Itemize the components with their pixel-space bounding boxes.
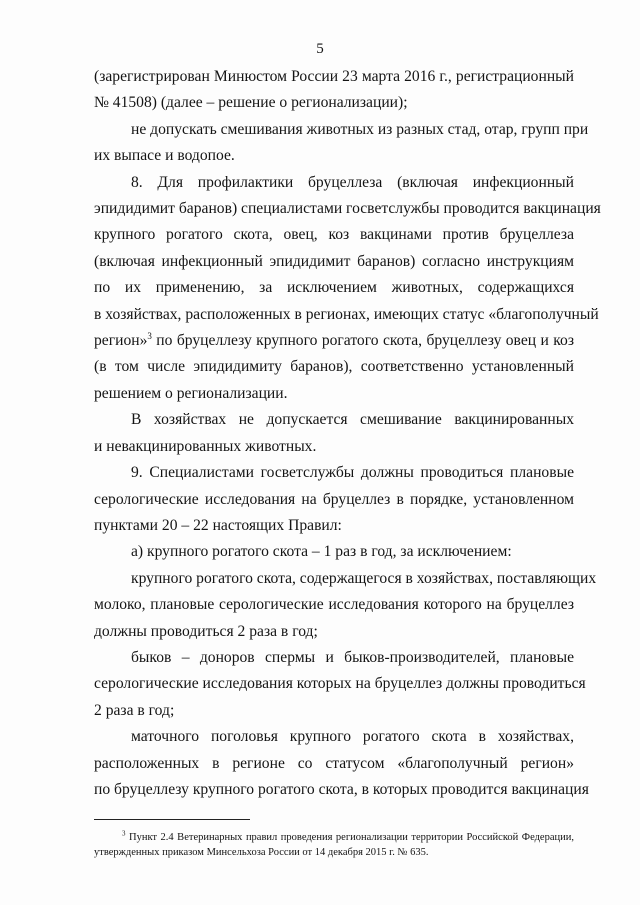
footnote-line xyxy=(94,831,574,846)
text-line: должны проводиться 2 раза в год; xyxy=(94,622,318,640)
text-line: серологические исследования на бруцеллез в порядке, установленном xyxy=(94,490,574,508)
footnote-line: утвержденных приказом Минсельхоза России от 14 декабря 2015 г. № 635. xyxy=(94,846,429,858)
text-line: (включая инфекционный эпидидимит баранов) согласно инструкциям xyxy=(94,252,574,270)
text-line: решением о регионализации. xyxy=(94,384,288,402)
text-fragment: регион» xyxy=(94,332,148,350)
text-line: 8. Для профилактики бруцеллеза (включая инфекционный xyxy=(131,173,574,191)
footnote-ref: 3 xyxy=(147,330,152,341)
text-line: пунктами 20 – 22 настоящих Правил: xyxy=(94,516,342,534)
text-line: и невакцинированных животных. xyxy=(94,437,317,455)
text-line: № 41508) (далее – решение о регионализации); xyxy=(94,94,408,112)
text-line: по бруцеллезу крупного рогатого скота, в которых проводится вакцинация xyxy=(94,780,589,798)
text-line: в хозяйствах, расположенных в регионах, имеющих статус «благополучный xyxy=(94,305,599,323)
footnote-divider xyxy=(94,819,250,820)
text-line: по их применению, за исключением животных, содержащихся xyxy=(94,279,574,297)
page-number: 5 xyxy=(316,41,324,57)
text-line: В хозяйствах не допускается смешивание вакцинированных xyxy=(131,411,574,429)
text-line: крупного рогатого скота, содержащегося в хозяйствах, поставляющих xyxy=(131,569,597,587)
text-line: а) крупного рогатого скота – 1 раз в год, за исключением: xyxy=(131,543,512,561)
text-line: их выпасе и водопое. xyxy=(94,147,235,165)
text-line: 2 раза в год; xyxy=(94,701,175,719)
body-text xyxy=(94,64,601,803)
text-line: (зарегистрирован Минюстом России 23 марта 2016 г., регистрационный xyxy=(94,68,574,85)
text-line xyxy=(94,328,574,354)
footnote-mark: 3 xyxy=(122,829,126,838)
text-line: расположенных в регионе со статусом «благополучный регион» xyxy=(94,754,574,772)
footnote xyxy=(94,831,574,860)
text-line: серологические исследования которых на бруцеллез должны проводиться xyxy=(94,675,586,693)
text-line: быков – доноров спермы и быков-производителей, плановые xyxy=(131,648,574,666)
text-line: 9. Специалистами госветслужбы должны проводиться плановые xyxy=(131,464,574,482)
text-line: не допускать смешивания животных из разных стад, отар, групп при xyxy=(131,120,589,138)
text-fragment: по бруцеллезу крупного рогатого скота, бруцеллезу овец и коз xyxy=(151,332,574,350)
text-line: маточного поголовья крупного рогатого скота в хозяйствах, xyxy=(131,728,574,746)
footnote-text: Пункт 2.4 Ветеринарных правил проведения регионализации территории Российской Федерации, xyxy=(125,832,574,843)
text-line: крупного рогатого скота, овец, коз вакцинами против бруцеллеза xyxy=(94,226,574,244)
text-line: (в том числе эпидидимиту баранов), соответственно установленный xyxy=(94,358,574,376)
text-line: эпидидимит баранов) специалистами госветслужбы проводится вакцинация xyxy=(94,200,601,218)
text-line: молоко, плановые серологические исследования которого на бруцеллез xyxy=(94,596,574,614)
